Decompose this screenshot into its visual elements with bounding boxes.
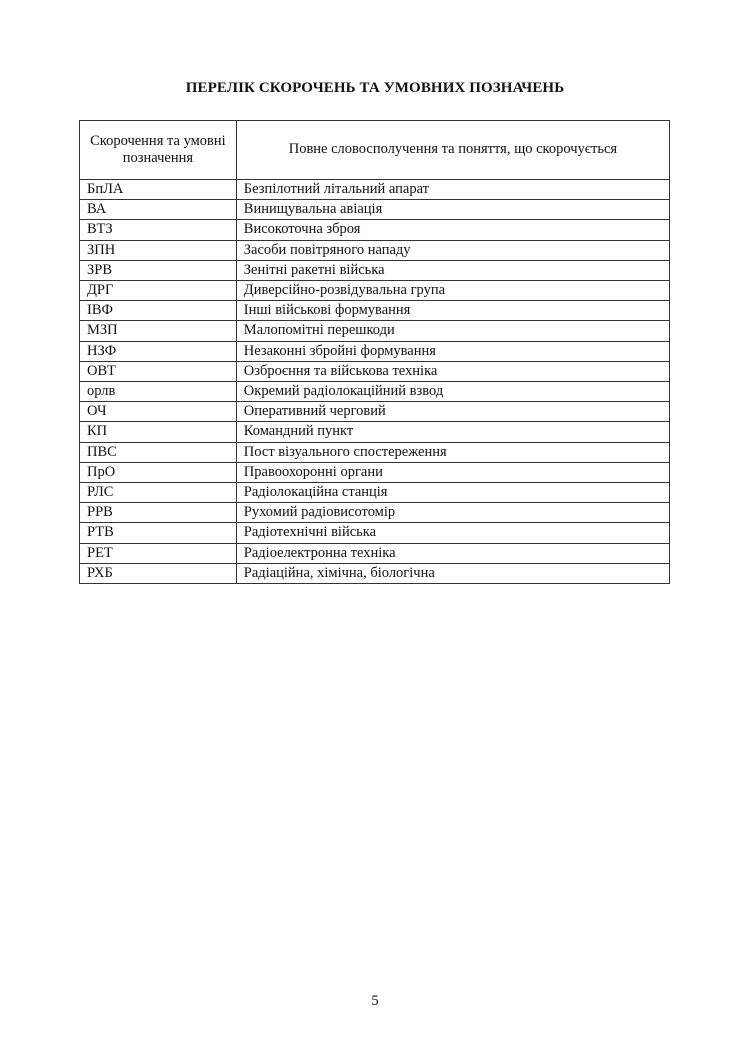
full-term-cell: Зенітні ракетні війська — [236, 260, 669, 280]
header-full-term: Повне словосполучення та поняття, що скорочується — [236, 121, 669, 180]
table-row — [80, 563, 670, 583]
page-number: 5 — [371, 993, 379, 1009]
table-row — [80, 483, 670, 503]
table-row — [80, 200, 670, 220]
full-term-cell: Диверсійно-розвідувальна група — [236, 281, 669, 301]
abbreviation-cell: ДРГ — [80, 281, 237, 301]
abbreviation-cell: ОЧ — [80, 402, 237, 422]
table-row — [80, 382, 670, 402]
full-term-cell: Радіоелектронна техніка — [236, 543, 669, 563]
full-term-cell: Озброєння та військова техніка — [236, 361, 669, 381]
full-term-cell: Радіаційна, хімічна, біологічна — [236, 563, 669, 583]
abbreviation-cell: ПрО — [80, 462, 237, 482]
abbreviation-cell: ВА — [80, 200, 237, 220]
table-row — [80, 402, 670, 422]
full-term-cell: Правоохоронні органи — [236, 462, 669, 482]
abbreviation-cell: ПВС — [80, 442, 237, 462]
abbreviation-cell: МЗП — [80, 321, 237, 341]
full-term-cell: Радіотехнічні війська — [236, 523, 669, 543]
abbreviation-cell: ОВТ — [80, 361, 237, 381]
abbreviation-cell: орлв — [80, 382, 237, 402]
table-row — [80, 543, 670, 563]
full-term-cell: Окремий радіолокаційний взвод — [236, 382, 669, 402]
full-term-cell: Незаконні збройні формування — [236, 341, 669, 361]
table-row — [80, 361, 670, 381]
full-term-cell: Рухомий радіовисотомір — [236, 503, 669, 523]
table-row — [80, 180, 670, 200]
abbreviation-cell: РРВ — [80, 503, 237, 523]
table-row — [80, 341, 670, 361]
table-row — [80, 462, 670, 482]
table-row — [80, 260, 670, 280]
table-row — [80, 220, 670, 240]
abbreviation-cell: РЛС — [80, 483, 237, 503]
full-term-cell: Оперативний черговий — [236, 402, 669, 422]
abbreviation-cell: РХБ — [80, 563, 237, 583]
full-term-cell: Командний пункт — [236, 422, 669, 442]
full-term-cell: Винищувальна авіація — [236, 200, 669, 220]
table-row — [80, 442, 670, 462]
abbreviation-cell: ЗПН — [80, 240, 237, 260]
table-row — [80, 523, 670, 543]
abbreviation-cell: КП — [80, 422, 237, 442]
abbreviation-cell: НЗФ — [80, 341, 237, 361]
table-row — [80, 281, 670, 301]
page-title: ПЕРЕЛІК СКОРОЧЕНЬ ТА УМОВНИХ ПОЗНАЧЕНЬ — [185, 80, 565, 96]
abbreviation-cell: ІВФ — [80, 301, 237, 321]
abbreviation-cell: РТВ — [80, 523, 237, 543]
header-abbreviation: Скорочення та умовні позначення — [80, 121, 237, 180]
full-term-cell: Пост візуального спостереження — [236, 442, 669, 462]
abbreviation-cell: БпЛА — [80, 180, 237, 200]
abbreviations-table — [79, 120, 670, 584]
full-term-cell: Інші військові формування — [236, 301, 669, 321]
table-row — [80, 301, 670, 321]
full-term-cell: Високоточна зброя — [236, 220, 669, 240]
full-term-cell: Радіолокаційна станція — [236, 483, 669, 503]
full-term-cell: Засоби повітряного нападу — [236, 240, 669, 260]
full-term-cell: Малопомітні перешкоди — [236, 321, 669, 341]
abbreviation-cell: ЗРВ — [80, 260, 237, 280]
table-row — [80, 321, 670, 341]
abbreviation-cell: ВТЗ — [80, 220, 237, 240]
full-term-cell: Безпілотний літальний апарат — [236, 180, 669, 200]
abbreviation-cell: РЕТ — [80, 543, 237, 563]
table-row — [80, 422, 670, 442]
table-row — [80, 240, 670, 260]
table-row — [80, 503, 670, 523]
table-header-row — [80, 121, 670, 180]
